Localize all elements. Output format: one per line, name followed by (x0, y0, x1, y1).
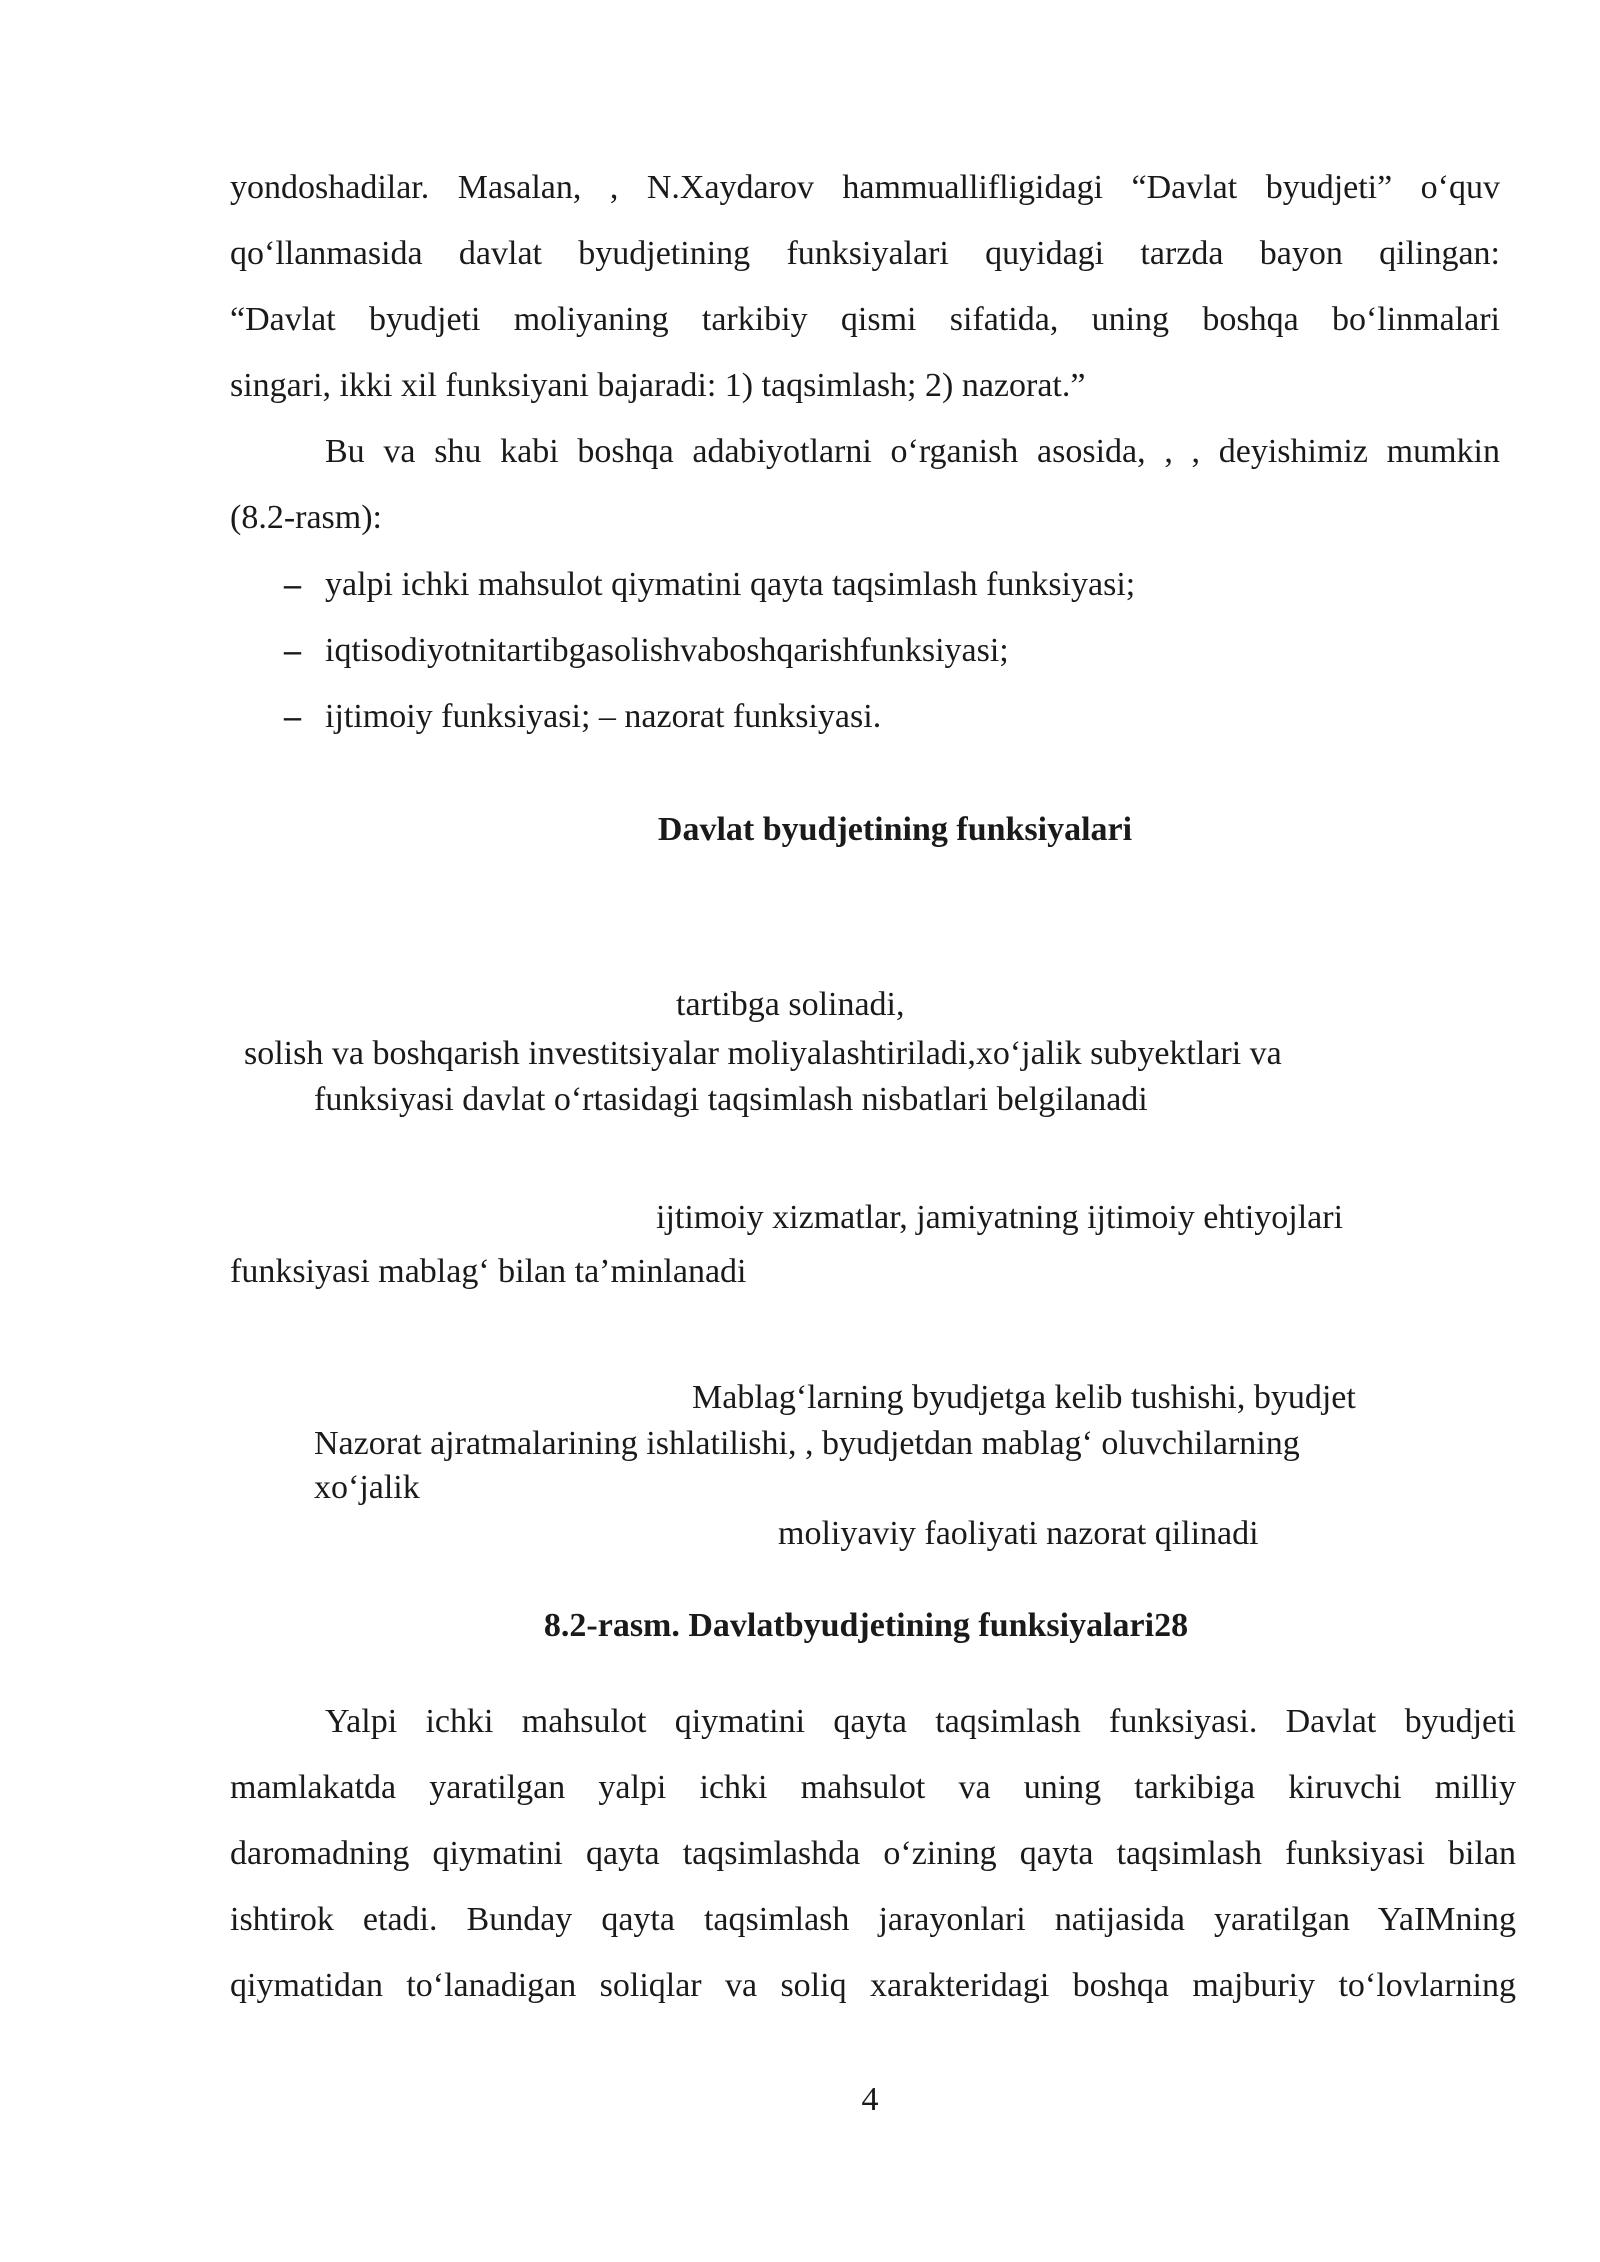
figure-block-3-line-2: Nazorat ajratmalarining ishlatilishi, , byudjetdan mablag‘ oluvchilarning (314, 1425, 1300, 1462)
figure-block-2-line-1: ijtimoiy xizmatlar, jamiyatning ijtimoiy ehtiyojlari (656, 1199, 1344, 1236)
figure-block-3-line-1: Mablag‘larning byudjetga kelib tushishi, byudjet (692, 1379, 1356, 1416)
paragraph-3-line-1: Yalpi ichki mahsulot qiymatini qayta taqsimlash funksiyasi. Davlat byudjeti (325, 1703, 1516, 1740)
figure-caption: 8.2-rasm. Davlatbyudjetining funksiyalari28 (543, 1607, 1189, 1644)
paragraph-3-line-5: qiymatidan to‘lanadigan soliqlar va soliq xarakteridagi boshqa majburiy to‘lovlarning (230, 1967, 1516, 2004)
paragraph-2-line-2: (8.2-rasm): (230, 499, 383, 536)
list-item: yalpi ichki mahsulot qiymatini qayta taqsimlash funksiyasi; (325, 566, 1136, 603)
list-item: ijtimoiy funksiyasi; – nazorat funksiyasi. (325, 698, 882, 735)
figure-block-1-line-1: tartibga solinadi, (676, 986, 905, 1023)
paragraph-3-line-2: mamlakatda yaratilgan yalpi ichki mahsulot va uning tarkibiga kiruvchi milliy (230, 1769, 1516, 1806)
list-item: iqtisodiyotnitartibgasolishvaboshqarishfunksiyasi; (325, 632, 1009, 669)
list-dash: – (284, 566, 301, 603)
paragraph-1-line-2: qo‘llanmasida davlat byudjetining funksiyalari quyidagi tarzda bayon qilingan: (230, 235, 1500, 272)
paragraph-3-line-3: daromadning qiymatini qayta taqsimlashda o‘zining qayta taqsimlash funksiyasi bilan (230, 1835, 1516, 1872)
paragraph-1-line-3: “Davlat byudjeti moliyaning tarkibiy qismi sifatida, uning boshqa bo‘linmalari (230, 301, 1500, 338)
list-dash: – (284, 698, 301, 735)
paragraph-1-line-4: singari, ikki xil funksiyani bajaradi: 1) taqsimlash; 2) nazorat.” (230, 367, 1086, 404)
figure-block-3-line-4: moliyaviy faoliyati nazorat qilinadi (778, 1515, 1259, 1552)
paragraph-3-line-4: ishtirok etadi. Bunday qayta taqsimlash jarayonlari natijasida yaratilgan YaIMning (230, 1901, 1516, 1938)
figure-block-1-line-2: solish va boshqarish investitsiyalar moliyalashtiriladi,xo‘jalik subyektlari va (244, 1035, 1282, 1072)
page-number: 4 (861, 2081, 879, 2118)
paragraph-2-line-1: Bu va shu kabi boshqa adabiyotlarni o‘rganish asosida, , , deyishimiz mumkin (325, 433, 1500, 470)
list-dash: – (284, 632, 301, 669)
figure-heading: Davlat byudjetining funksiyalari (657, 811, 1133, 848)
figure-block-3-line-3: xo‘jalik (314, 1469, 420, 1506)
paragraph-1-line-1: yondoshadilar. Masalan, , N.Xaydarov hammuallifligidagi “Davlat byudjeti” o‘quv (230, 169, 1500, 206)
figure-block-2-line-2: funksiyasi mablag‘ bilan ta’minlanadi (230, 1253, 747, 1290)
figure-block-1-line-3: funksiyasi davlat o‘rtasidagi taqsimlash nisbatlari belgilanadi (314, 1081, 1148, 1118)
